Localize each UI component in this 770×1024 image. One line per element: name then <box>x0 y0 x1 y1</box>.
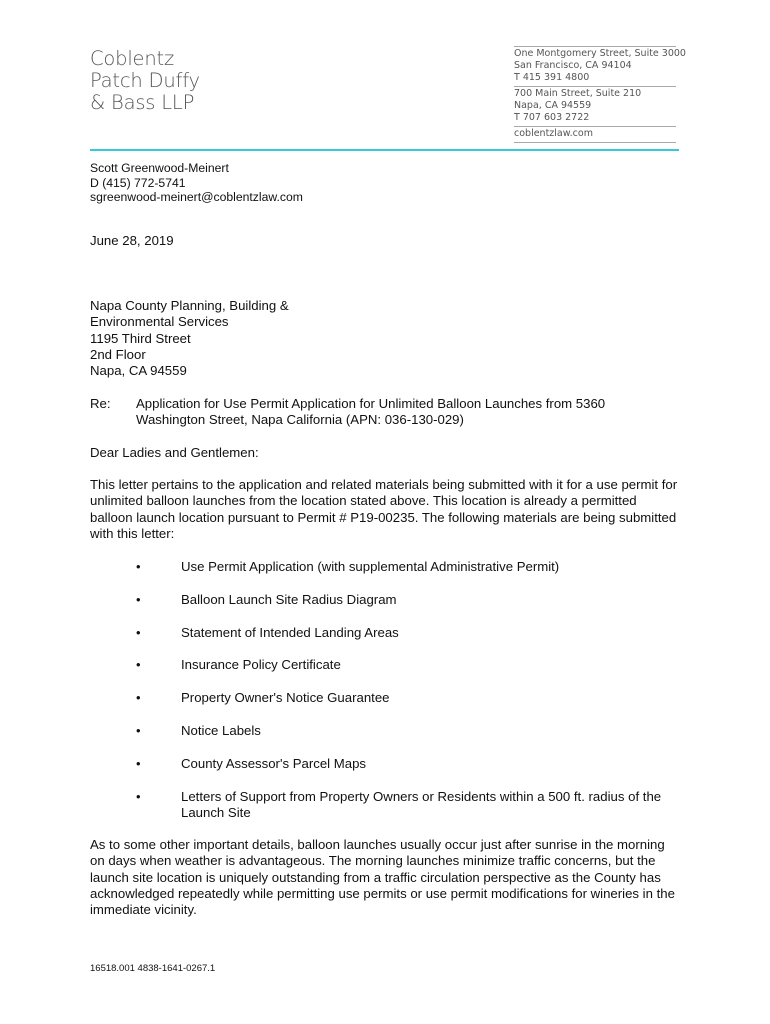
office2-city: Napa, CA 94559 <box>514 100 592 111</box>
recipient-line: Napa, CA 94559 <box>90 363 187 379</box>
body-paragraph-2: As to some other important details, balloon launches usually occur just after sunrise in the morning on days when weather is advantageous. The morning launches minimize traffic concerns, but the launch site location is uniquely outstanding from a traffic circulation perspective as the County has acknowledged repeatedly while permitting use permits or use permit modifications for wineries in the immediate vicinity. <box>90 837 675 918</box>
recipient-line: Napa County Planning, Building & <box>90 298 289 313</box>
document-id-footer: 16518.001 4838-1641-0267.1 <box>90 963 216 974</box>
list-item-text: Balloon Launch Site Radius Diagram <box>181 592 397 607</box>
list-item-text: Notice Labels <box>181 723 261 738</box>
logo-line-1: Coblentz <box>90 47 174 70</box>
office2-phone: T 707 603 2722 <box>514 112 590 123</box>
recipient-address <box>90 298 289 379</box>
office-napa <box>514 87 676 126</box>
sender-email: sgreenwood-meinert@coblentzlaw.com <box>90 190 303 204</box>
office1-city: San Francisco, CA 94104 <box>514 60 632 71</box>
recipient-line: 2nd Floor <box>90 346 146 362</box>
bullet-icon: • <box>136 625 141 640</box>
list-item-text: Statement of Intended Landing Areas <box>181 625 399 640</box>
bullet-icon: • <box>136 723 141 738</box>
office1-phone: T 415 391 4800 <box>514 72 590 83</box>
list-item-text: Letters of Support from Property Owners or Residents within a 500 ft. radius of the Launch Site <box>181 789 662 821</box>
office-san-francisco <box>514 47 686 86</box>
bullet-icon: • <box>136 592 141 607</box>
firm-logo <box>90 48 200 114</box>
letterhead-rule <box>90 149 679 151</box>
body-paragraph-1: This letter pertains to the application and related materials being submitted with it for a use permit for unlimited balloon launches from the location stated above. This location is already a permitted balloon launch location pursuant to Permit # P19-00235. The following materials are being submitted with this letter: <box>90 477 678 541</box>
bullet-icon: • <box>136 559 141 574</box>
firm-website: coblentzlaw.com <box>514 128 593 139</box>
re-subject: Application for Use Permit Application for Unlimited Balloon Launches from 5360 Washington Street, Napa California (APN: 036-130-029) <box>136 396 606 428</box>
list-item-text: Property Owner's Notice Guarantee <box>181 690 390 705</box>
address-divider <box>514 142 676 143</box>
sender-block <box>90 161 303 205</box>
website-block <box>514 127 676 142</box>
bullet-icon: • <box>136 690 141 705</box>
bullet-icon: • <box>136 756 141 771</box>
salutation: Dear Ladies and Gentlemen: <box>90 445 259 460</box>
bullet-icon: • <box>136 657 141 672</box>
list-item-text: Insurance Policy Certificate <box>181 657 341 672</box>
office-addresses <box>514 46 686 143</box>
list-item-text: County Assessor's Parcel Maps <box>181 756 367 771</box>
logo-line-3: & Bass LLP <box>90 91 195 114</box>
logo-line-2: Patch Duffy <box>90 69 200 92</box>
office1-street: One Montgomery Street, Suite 3000 <box>514 48 686 59</box>
sender-phone: D (415) 772-5741 <box>90 175 186 190</box>
sender-name: Scott Greenwood-Meinert <box>90 161 229 175</box>
recipient-line: Environmental Services <box>90 314 229 330</box>
recipient-line: 1195 Third Street <box>90 330 191 346</box>
letter-date: June 28, 2019 <box>90 233 174 248</box>
bullet-icon: • <box>136 789 141 804</box>
office2-street: 700 Main Street, Suite 210 <box>514 88 642 99</box>
re-label: Re: <box>90 396 111 411</box>
list-item-text: Use Permit Application (with supplemental Administrative Permit) <box>181 559 560 574</box>
